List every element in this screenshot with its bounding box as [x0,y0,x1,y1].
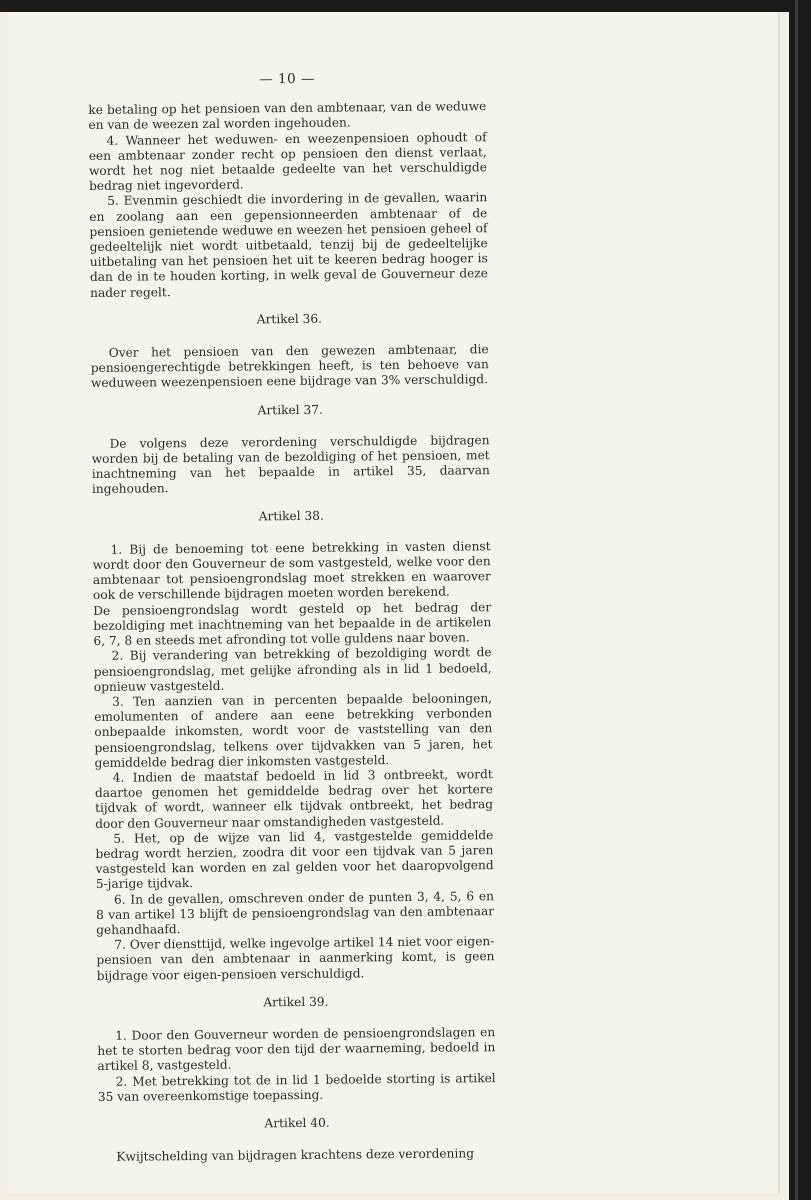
document-page [8,12,778,1194]
article-38-clause-1: 1. Bij de benoeming tot eene betrekking in vasten dienst wordt door den Gouverneur de som vastgesteld, welke voor den ambtenaar tot pensioengrondslag moet strekken en waarover ook de verschillende bijdragen moeten worden berekend. [92,539,491,603]
article-38-clause-5: 5. Het, op de wijze van lid 4, vastgestelde gemiddelde bedrag wordt herzien, zoodra dit voor een tijdvak van 5 jaren vastgesteld kan worden en zal gelden voor het daaropvolgend 5-jarige tijdvak. [95,827,494,892]
article-38-clause-2: 2. Bij verandering van betrekking of bezoldiging wordt de pensioengrondslag, met gelijke afronding als in lid 1 bedoeld, opnieuw vastgesteld. [93,645,492,694]
page-number: — 10 — [259,70,316,88]
article-37-text: De volgens deze verordening verschuldigde bijdragen worden bij de betaling van de bezoldiging of het pensioen, met inachtneming van het bepaalde in artikel 35, daarvan ingehouden. [91,433,490,497]
paragraph-clause-5: 5. Evenmin geschiedt die invordering in de gevallen, waarin en zoolang aan een gepensionneerden ambtenaar of de pensioen genietende weduwe en weezen het pensioen geheel of gedeeltelijk niet wordt uitbetaald, tenzij bij de gedeeltelijke uitbetaling van het pensioen het uit te keeren bedrag hooger is dan de in te houden korting, in welk geval de Gouverneur deze nader regelt. [89,190,489,300]
scanner-right-edge [789,0,811,1200]
article-39-clause-2: 2. Met betrekking tot de in lid 1 bedoelde storting is artikel 35 van overeenkomstige toepassing. [97,1070,496,1104]
article-39-clause-1: 1. Door den Gouverneur worden de pensioengrondslagen en het te storten bedrag voor den tijd der waarneming, bedoeld in artikel 8, vastgesteld. [97,1025,496,1074]
article-37-heading: Artikel 37. [257,402,323,418]
article-39-heading: Artikel 39. [263,994,329,1010]
article-38-clause-3: 3. Ten aanzien van in percenten bepaalde belooningen, emolumenten of andere aan eene betrekking verbonden onbepaalde inkomsten, wordt voor de vaststelling van den pensioengrondslag, telkens over tijdvakken van 5 jaren, het gemiddelde bedrag dier inkomsten vastgesteld. [94,691,493,770]
page-text [88,70,496,1165]
article-38-heading: Artikel 38. [258,508,324,524]
article-38-clause-1-continued: De pensioengrondslag wordt gesteld op het bedrag der bezoldiging met inachtneming van het bepaalde in de artikelen 6, 7, 8 en steeds met afronding tot volle guldens naar boven. [93,599,492,649]
article-36-heading: Artikel 36. [256,311,323,327]
article-40-text: Kwijtschelding van bijdragen krachtens deze verordening [116,1146,475,1164]
paragraph-clause-4: 4. Wanneer het weduwen- en weezenpensioen ophoudt of een ambtenaar zonder recht op pensioen den dienst verlaat, wordt het nog niet betaalde gedeelte van het verschuldigde bedrag niet ingevorderd. [88,129,487,194]
scanner-top-edge [0,0,811,12]
article-38-clause-7: 7. Over diensttijd, welke ingevolge artikel 14 niet voor eigen-pensioen van den ambtenaar in aanmerking komt, is geen bijdrage voor eigen-pensioen verschuldigd. [96,934,495,983]
article-40-heading: Artikel 40. [264,1115,330,1131]
article-36-text: Over het pensioen van den gewezen ambtenaar, die pensioengerechtigde betrekkingen heeft, is ten behoeve van weduween weezenpensioen eene bijdrage van 3% verschuldigd. [90,342,489,391]
article-38-clause-6: 6. In de gevallen, omschreven onder de punten 3, 4, 5, 6 en 8 van artikel 13 blijft de pensioengrondslag van den ambtenaar gehandhaafd. [96,888,495,937]
paragraph-continuation: ke betaling op het pensioen van den ambtenaar, van de weduwe en van de weezen zal worden ingehouden. [88,99,487,133]
article-38-clause-4: 4. Indien de maatstaf bedoeld in lid 3 ontbreekt, wordt daartoe genomen het gemiddelde bedrag over het kortere tijdvak of wordt, wanneer elk tijdvak ontbreekt, het bedrag door den Gouverneur naar omstandigheden vastgesteld. [94,767,494,831]
